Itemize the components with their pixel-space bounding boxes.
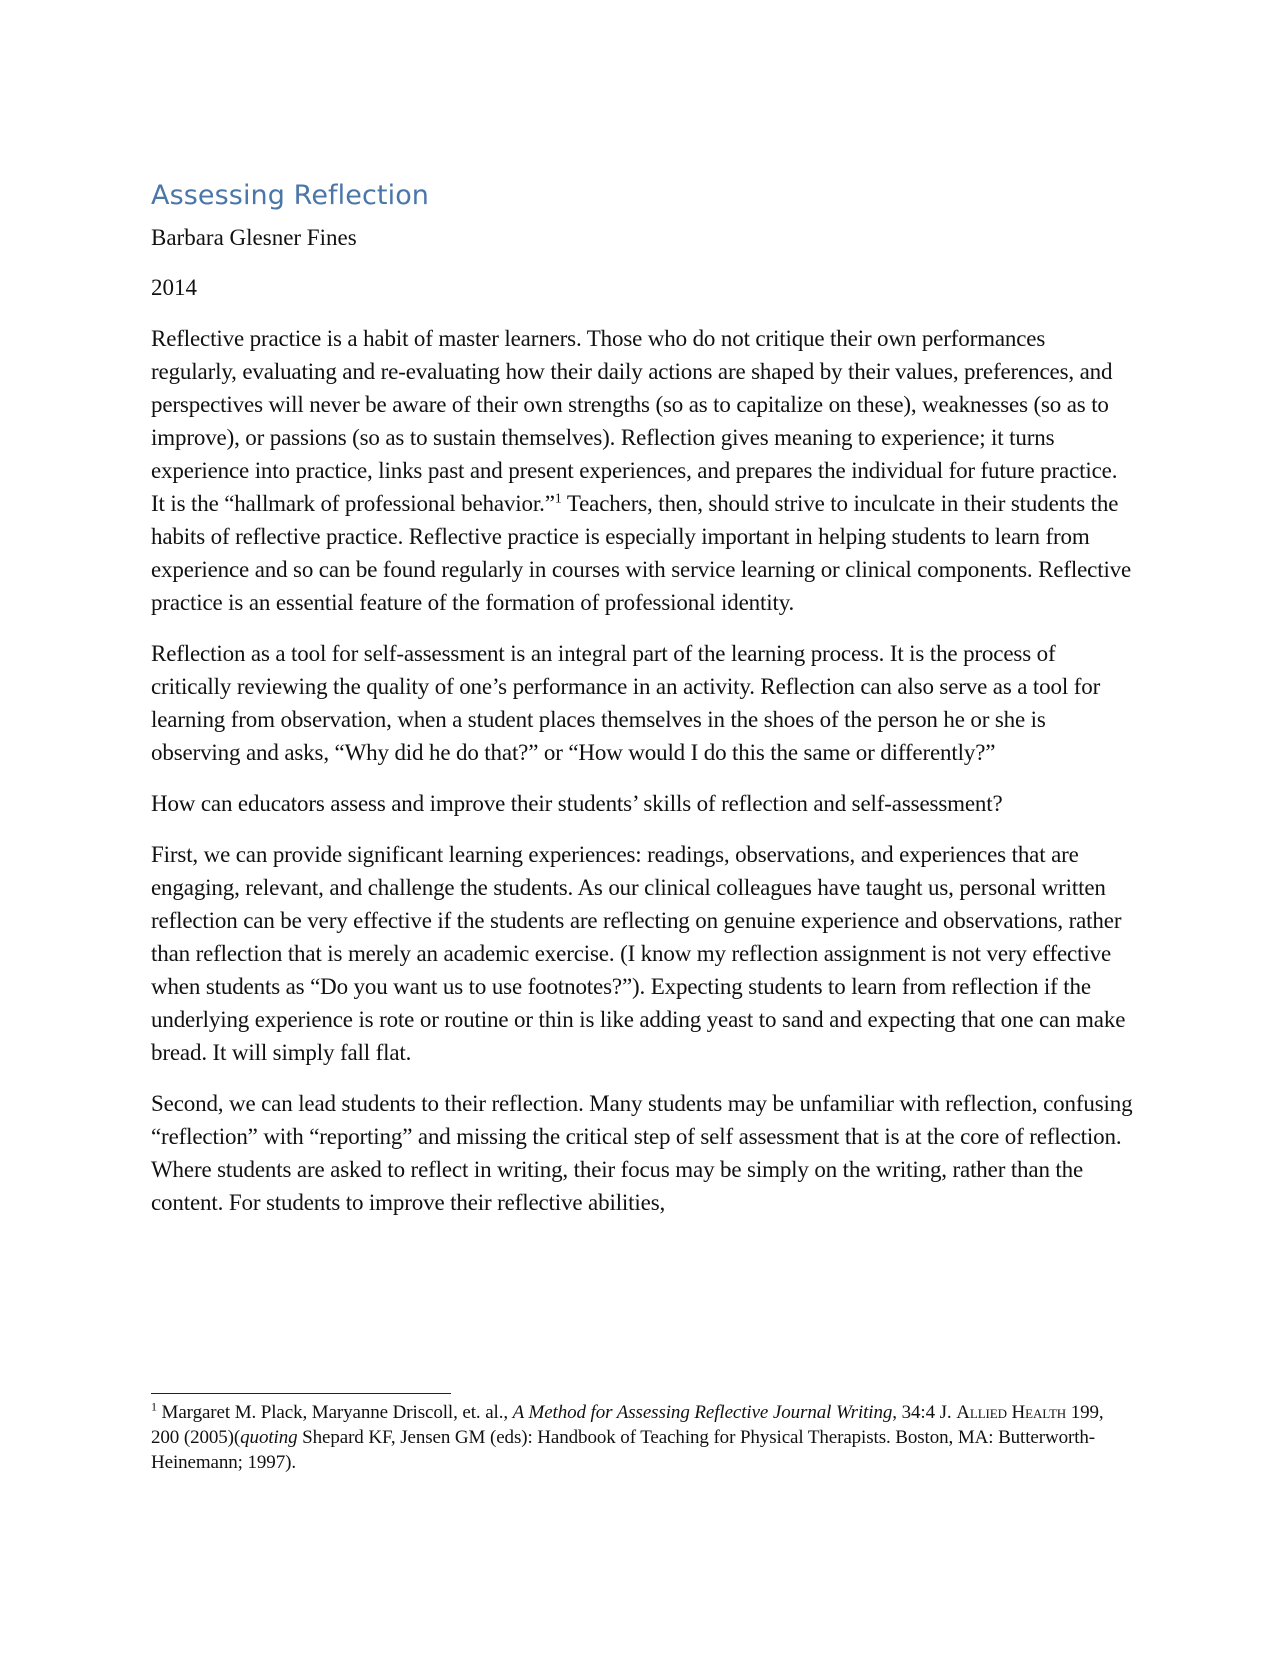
paragraph-1 [151, 322, 1136, 619]
footnote-number: 1 [151, 1399, 157, 1414]
document-title: Assessing Reflection [151, 180, 430, 211]
footnote-article-title: A Method for Assessing Reflective Journal Writing [512, 1402, 893, 1423]
footnote-reference[interactable]: 1 [554, 491, 562, 507]
footnote-text-d: Shepard KF, Jensen GM (eds): Handbook of Teaching for Physical Therapists. Boston, MA: Butterworth-Heinemann; 1997). [151, 1427, 1096, 1473]
paragraph-4: First, we can provide significant learning experiences: readings, observations, and experiences that are engaging, relevant, and challenge the students. As our clinical colleagues have taught us, personal written reflection can be very effective if the students are reflecting on genuine experience and observations, rather than reflection that is merely an academic exercise. (I know my reflection assignment is not very effective when students as “Do you want us to use footnotes?”). Expecting students to learn from reflection if the underlying experience is rote or routine or thin is like adding yeast to sand and expecting that one can make bread. It will simply fall flat. [151, 842, 1126, 1065]
footnote-journal-name: Allied Health [956, 1402, 1067, 1423]
paragraph-2: Reflection as a tool for self-assessment is an integral part of the learning process. It is the process of critically reviewing the quality of one’s performance in an activity. Reflection can also serve as a tool for learning from observation, when a student places themselves in the shoes of the person he or she is observing and asks, “Why did he do that?” or “How would I do this the same or differently?” [151, 641, 1101, 765]
footnote-quoting: quoting [240, 1427, 298, 1448]
paragraph-3: How can educators assess and improve their students’ skills of reflection and self-assessment? [151, 791, 1003, 816]
footnote-separator [151, 1393, 451, 1394]
paragraph-1-part-a: Reflective practice is a habit of master learners. Those who do not critique their own performances regularly, evaluating and re-evaluating how their daily actions are shaped by their values, preferences, and perspectives will never be aware of their own strengths (so as to capitalize on these), weaknesses (so as to improve), or passions (so as to sustain themselves). Reflection gives meaning to experience; it turns experience into practice, links past and present experiences, and prepares the individual for future practice. It is the “hallmark of professional behavior.” [151, 326, 1118, 516]
document-body [151, 176, 1136, 1237]
publication-year: 2014 [151, 275, 197, 300]
footnote-text-a: Margaret M. Plack, Maryanne Driscoll, et. al., [156, 1402, 513, 1423]
paragraph-5: Second, we can lead students to their reflection. Many students may be unfamiliar with reflection, confusing “reflection” with “reporting” and missing the critical step of self assessment that is at the core of reflection. Where students are asked to reflect in writing, their focus may be simply on the writing, rather than the content. For students to improve their reflective abilities, [151, 1091, 1133, 1215]
footnote-text-c: 199, 200 (2005)( [151, 1402, 1104, 1448]
paragraph-1-part-b: Teachers, then, should strive to inculcate in their students the habits of reflective practice. Reflective practice is especially important in helping students to learn from experience and so can be found regularly in courses with service learning or clinical components. Reflective practice is an essential feature of the formation of professional identity. [151, 491, 1132, 615]
footnote-1 [151, 1400, 1136, 1475]
footnote-text-b: , 34:4 J. [892, 1402, 957, 1423]
author-name: Barbara Glesner Fines [151, 225, 357, 250]
